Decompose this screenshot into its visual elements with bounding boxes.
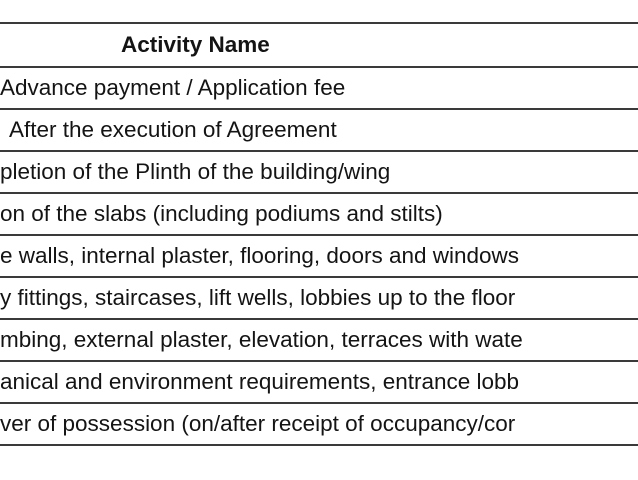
activity-cell: Advance payment / Application fee bbox=[0, 74, 346, 100]
table-header-row bbox=[0, 24, 638, 68]
table-row bbox=[0, 236, 638, 278]
activity-table bbox=[0, 22, 638, 446]
activity-cell: y fittings, staircases, lift wells, lobbies up to the floor bbox=[0, 284, 516, 310]
table-row bbox=[0, 404, 638, 446]
table-row bbox=[0, 194, 638, 236]
activity-cell: pletion of the Plinth of the building/wing bbox=[0, 158, 391, 184]
activity-cell: ver of possession (on/after receipt of occupancy/cor bbox=[0, 410, 516, 436]
table-row bbox=[0, 110, 638, 152]
table-row bbox=[0, 68, 638, 110]
activity-cell: e walls, internal plaster, flooring, doors and windows bbox=[0, 242, 520, 268]
activity-cell: mbing, external plaster, elevation, terraces with wate bbox=[0, 326, 523, 352]
table-row bbox=[0, 278, 638, 320]
activity-cell: After the execution of Agreement bbox=[9, 116, 337, 142]
table-row bbox=[0, 362, 638, 404]
activity-cell: anical and environment requirements, entrance lobb bbox=[0, 368, 520, 394]
table-row bbox=[0, 152, 638, 194]
column-header-activity-name: Activity Name bbox=[121, 31, 270, 57]
activity-cell: on of the slabs (including podiums and stilts) bbox=[0, 200, 443, 226]
table-row bbox=[0, 320, 638, 362]
